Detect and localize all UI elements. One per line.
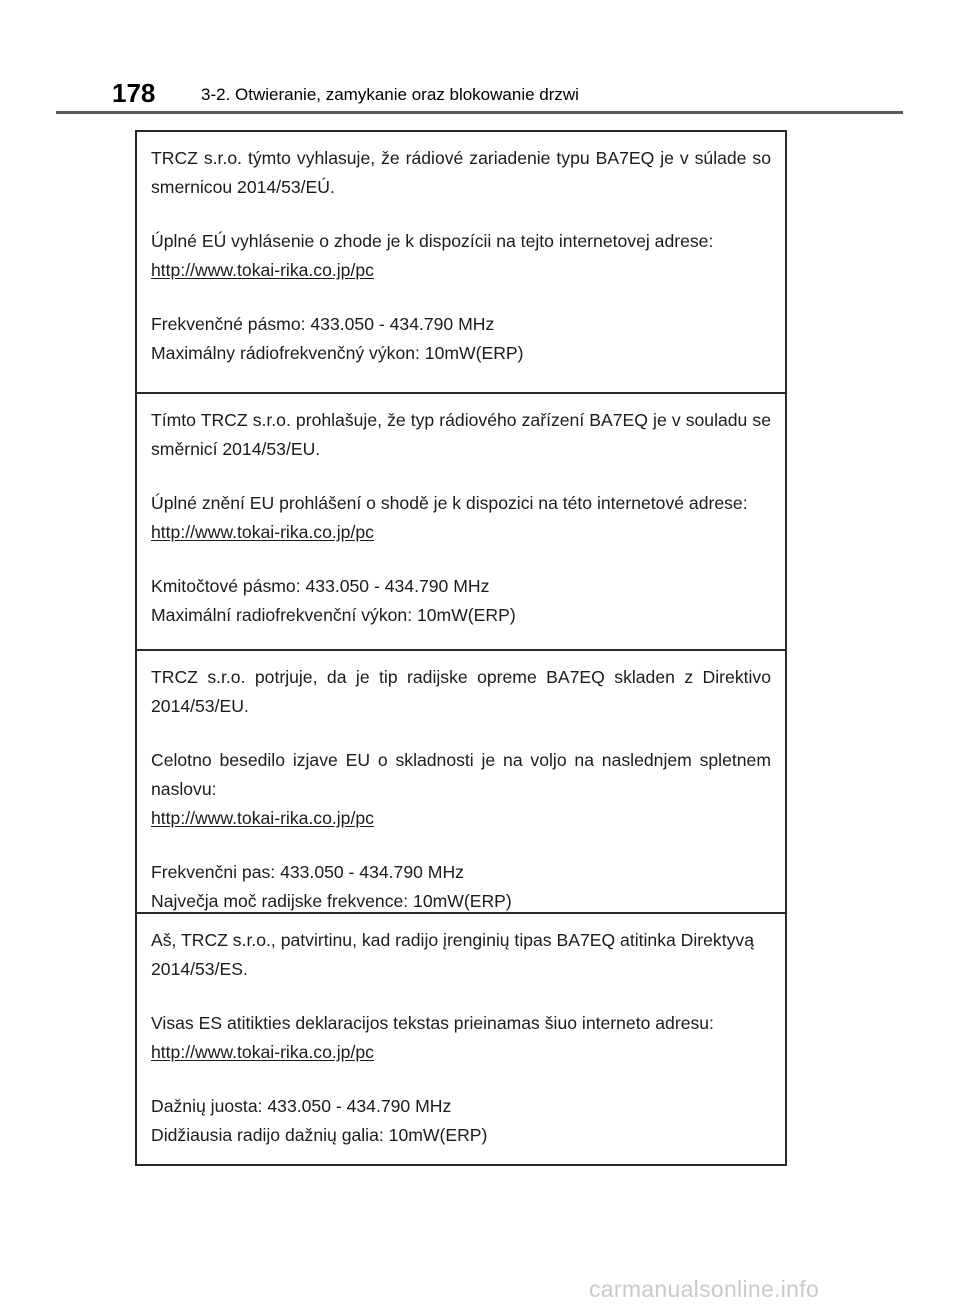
max-power: Največja moč radijske frekvence: 10mW(ERP) [151,891,512,911]
declaration-statement: Aš, TRCZ s.r.o., patvirtinu, kad radijo įrenginių tipas BA7EQ atitinka Direktyvą 2014/53/ES. [151,930,754,979]
frequency-band: Kmitočtové pásmo: 433.050 - 434.790 MHz [151,576,490,596]
declaration-statement: TRCZ s.r.o. týmto vyhlasuje, že rádiové zariadenie typu BA7EQ je v súlade so smernicou 2014/53/EÚ. [151,148,771,197]
full-text-notice: Celotno besedilo izjave EU o skladnosti je na voljo na naslednjem spletnem naslovu: [151,750,771,799]
declaration-link[interactable]: http://www.tokai-rika.co.jp/pc [151,522,374,542]
declaration-statement: TRCZ s.r.o. potrjuje, da je tip radijske opreme BA7EQ skladen z Direktivo 2014/53/EU. [151,667,771,716]
watermark: carmanualsonline.info [589,1276,820,1302]
declaration-link[interactable]: http://www.tokai-rika.co.jp/pc [151,808,374,828]
declaration-block-slovak [137,132,785,394]
header-divider [56,111,903,114]
full-text-notice: Úplné znění EU prohlášení o shodě je k dispozici na této internetové adrese: [151,493,748,513]
full-text-notice: Úplné EÚ vyhlásenie o zhode je k dispozícii na tejto internetovej adrese: [151,231,714,251]
declaration-block-czech [137,394,785,651]
page-header [0,0,960,118]
max-power: Maximálny rádiofrekvenčný výkon: 10mW(ERP) [151,343,524,363]
declaration-block-slovenian [137,651,785,914]
declaration-table [135,130,787,1166]
declaration-statement: Tímto TRCZ s.r.o. prohlašuje, že typ rádiového zařízení BA7EQ je v souladu se směrnicí 2014/53/EU. [151,410,771,459]
frequency-band: Frekvenčné pásmo: 433.050 - 434.790 MHz [151,314,495,334]
declaration-link[interactable]: http://www.tokai-rika.co.jp/pc [151,260,374,280]
max-power: Maximální radiofrekvenční výkon: 10mW(ERP) [151,605,516,625]
full-text-notice: Visas ES atitikties deklaracijos tekstas prieinamas šiuo interneto adresu: [151,1013,714,1033]
declaration-link[interactable]: http://www.tokai-rika.co.jp/pc [151,1042,374,1062]
frequency-band: Frekvenčni pas: 433.050 - 434.790 MHz [151,862,464,882]
declaration-block-lithuanian [137,914,785,1164]
page-number: 178 [112,78,156,108]
max-power: Didžiausia radijo dažnių galia: 10mW(ERP) [151,1125,488,1145]
section-title: 3-2. Otwieranie, zamykanie oraz blokowanie drzwi [201,85,579,104]
frequency-band: Dažnių juosta: 433.050 - 434.790 MHz [151,1096,452,1116]
